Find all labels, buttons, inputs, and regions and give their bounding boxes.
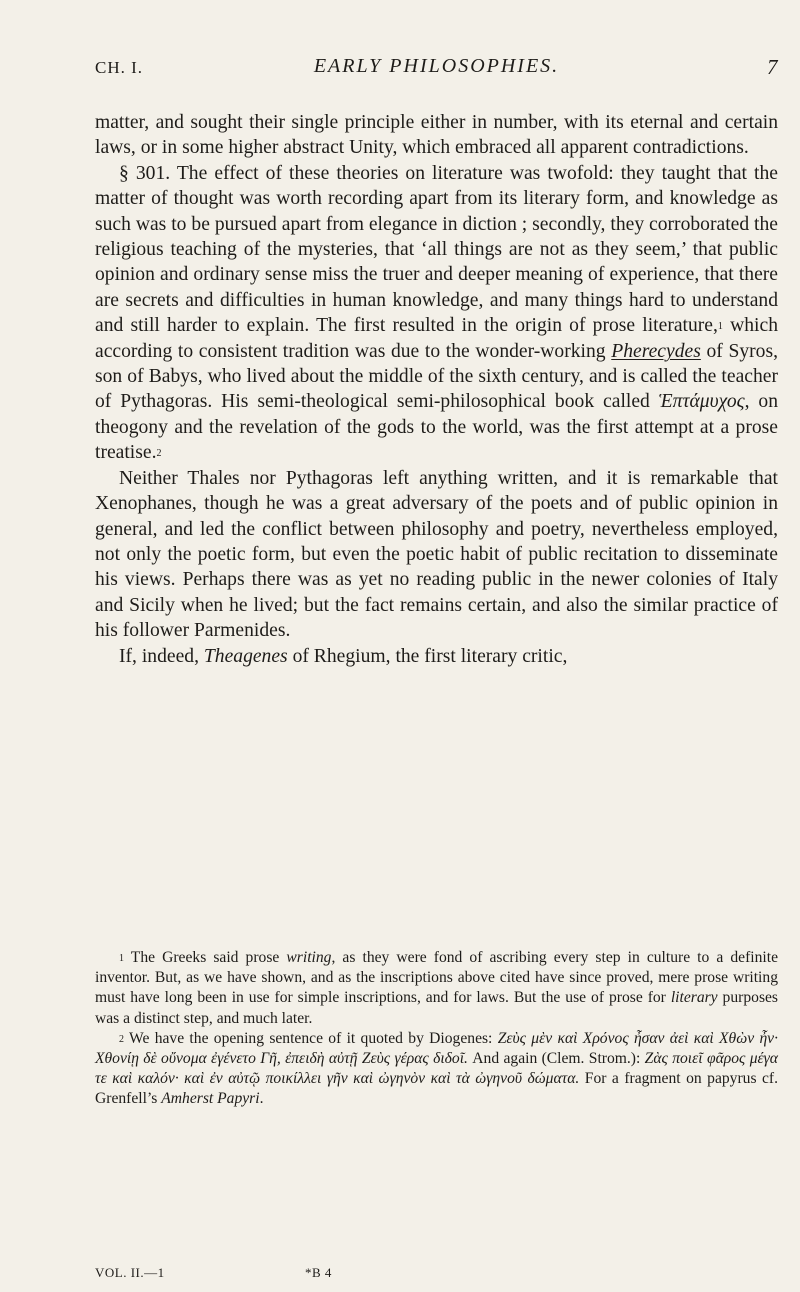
paragraph-text: Neither Thales nor Pythagoras left anything written, and it is remarkable that Xenophanes, though he was a great adversary of the poets and of public opinion in general, and led the conflict between philosophy and poetry, nevertheless employed, not only the poetic form, but even the poetic habit of public recitation to disseminate his views. Perhaps there was as yet no reading public in the newer colonies of Italy and Sicily when he lived; but the fact remains certain, and also the similar practice of his follower Parmenides. — [95, 467, 778, 642]
chapter-label: CH. I. — [95, 58, 144, 77]
footnote-text: And again (Clem. Strom.): — [467, 1050, 645, 1068]
footnote-emphasis: writing — [286, 949, 332, 966]
footnote-emphasis: literary — [670, 989, 718, 1007]
footnote-1 — [95, 948, 778, 1029]
running-title: EARLY PHILOSOPHIES. — [313, 55, 560, 77]
footnote-text: , as they were fond of ascribing every step in culture to a definite inventor. But, as we have shown, and as the inscriptions above cited have since proved, mere prose writing must have long been in use for simple inscriptions, and for laws. But the use of prose for — [95, 949, 779, 1007]
greek-title: Ἑπτάμυχος — [658, 391, 745, 413]
paragraph-section-301 — [95, 161, 778, 466]
paragraph-text: If, indeed, — [119, 645, 204, 667]
greek-quote: Ζὰς ποιεῖ φᾶρος μέγα τε καὶ καλόν· καὶ ἐν αὐτῷ ποικίλλει γῆν καὶ ὠγηνὸν καὶ τὰ ὠγηνοῦ δώματα. — [95, 1050, 778, 1088]
paragraph-text: matter, and sought their single principle either in number, with its eternal and certain laws, or in some higher abstract Unity, which embraced all apparent contradictions. — [95, 112, 778, 159]
paragraph-text: of Rhegium, the first literary critic, — [287, 645, 568, 667]
footnote-text: purposes was a distinct step, and much later. — [95, 989, 778, 1027]
book-title: Amherst Papyri — [161, 1090, 260, 1108]
footnote-text: We have the opening sentence of it quoted by Diogenes: — [124, 1029, 498, 1047]
running-head — [95, 55, 778, 86]
footnote-text: For a fragment on papyrus cf. Grenfell’s — [95, 1070, 779, 1108]
footnote-2 — [95, 1029, 778, 1110]
name-pherecydes: Pherecydes — [611, 340, 701, 362]
page-number: 7 — [767, 55, 778, 79]
paragraph-4 — [95, 644, 778, 669]
paragraph-1 — [95, 110, 778, 161]
name-theagenes: Theagenes — [203, 645, 288, 667]
greek-quote: Ζεὺς μὲν καὶ Χρόνος ἦσαν ἀεὶ καὶ Χθὼν ἦν· Χθονίῃ δὲ οὔνομα ἐγένετο Γῆ, ἐπειδὴ αὐτῇ Ζεὺς γέρας διδοῖ. — [95, 1029, 778, 1068]
footnote-mark-1: 1 — [119, 953, 124, 964]
paragraph-3 — [95, 466, 778, 644]
footnotes — [95, 948, 778, 1110]
body-text — [95, 110, 778, 669]
footnote-mark-2: 2 — [119, 1033, 124, 1045]
paragraph-text: , on theogony and the revelation of the gods to the world, was the first attempt at a prose treatise. — [95, 391, 778, 464]
gathering-mark: *B 4 — [305, 1265, 332, 1280]
footnote-text: . — [259, 1090, 264, 1108]
footnote-text: The Greeks said prose — [124, 949, 287, 966]
footnote-ref-2[interactable]: 2 — [156, 448, 162, 460]
paragraph-text: which according to consistent tradition was due to the wonder-working — [95, 315, 778, 362]
paragraph-text: § 301. The effect of these theories on literature was twofold: they taught that the matter of thought was worth recording apart from its literary form, and knowledge as such was to be pursued apart from elegance in diction ; secondly, they corroborated the religious teaching of the mysteries, that ‘all things are not as they seem,’ that public opinion and ordinary sense miss the truer and deeper meaning of experience, that there are secrets and difficulties in human knowledge, and many things hard to understand and still harder to explain. The first resulted in the origin of prose literature, — [95, 162, 778, 337]
volume-signature: VOL. II.—1 — [95, 1265, 165, 1280]
paragraph-text: of Syros, son of Babys, who lived about the middle of the sixth century, and is called the teacher of Pythagoras. His semi-theological semi-philosophical book called — [95, 340, 778, 413]
footnote-ref-1[interactable]: 1 — [717, 321, 723, 333]
